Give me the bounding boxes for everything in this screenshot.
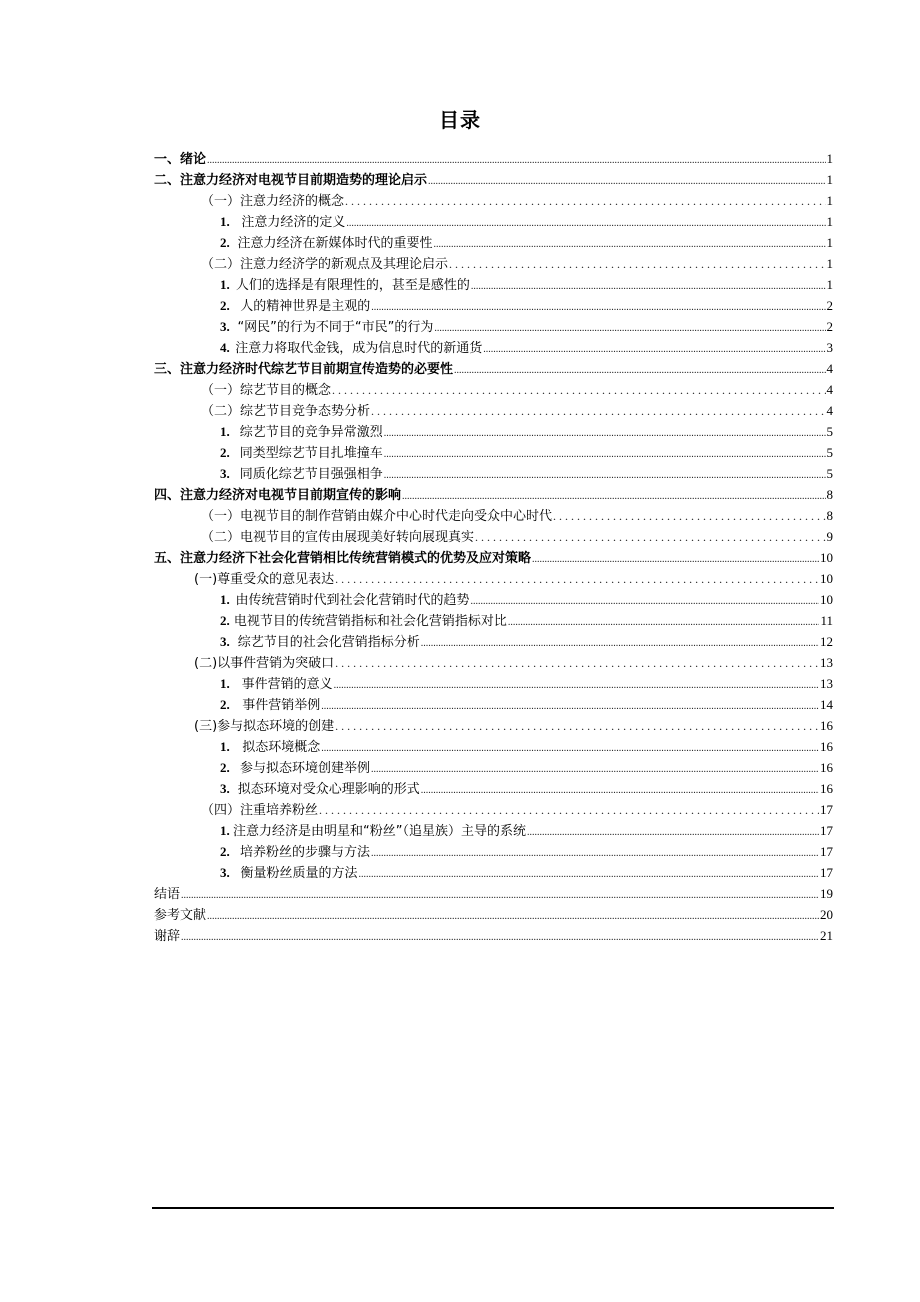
toc-dot-leader (345, 191, 825, 212)
toc-entry-title: （二）电视节目的宣传由展现美好转向展现真实 (201, 530, 475, 545)
toc-dot-leader (428, 171, 825, 192)
toc-entry-title: 综艺节目的社会化营销指标分析 (237, 635, 420, 650)
toc-entry-title: 参考文献 (154, 908, 207, 923)
toc-entry[interactable] (154, 400, 833, 421)
toc-entry[interactable] (154, 820, 833, 841)
toc-dot-leader (475, 527, 825, 548)
toc-entry-title: (二)以事件营销为突破口 (194, 656, 335, 671)
toc-entry-page-number: 5 (826, 466, 833, 481)
toc-entry[interactable] (154, 652, 833, 673)
toc-entry-number: 1. (220, 676, 230, 691)
page-title: 目录 (439, 108, 481, 132)
toc-entry-title: 二、注意力经济对电视节目前期造势的理论启示 (154, 173, 428, 188)
toc-entry-page-number: 8 (826, 508, 833, 523)
toc-entry[interactable] (154, 757, 833, 778)
toc-entry-page-number: 10 (820, 592, 833, 607)
toc-entry-number: 1. (220, 592, 230, 607)
toc-entry-title: 电视节目的传统营销指标和社会化营销指标对比 (233, 614, 507, 629)
toc-entry-page-number: 5 (826, 445, 833, 460)
toc-dot-leader (527, 822, 819, 843)
toc-entry-title: （一）电视节目的制作营销由媒介中心时代走向受众中心时代 (201, 509, 553, 524)
toc-entry-page-number: 4 (826, 382, 833, 397)
toc-dot-leader (508, 612, 820, 633)
toc-entry-number: 1. (220, 214, 230, 229)
toc-entry[interactable] (154, 295, 833, 316)
toc-entry-page-number: 14 (820, 697, 833, 712)
toc-entry-title: 拟态环境概念 (242, 740, 321, 755)
toc-entry[interactable] (154, 841, 833, 862)
toc-entry[interactable] (154, 589, 833, 610)
toc-entry-number: 2. (220, 298, 230, 313)
toc-entry-title: （一）综艺节目的概念 (201, 383, 332, 398)
toc-entry-page-number: 1 (826, 151, 833, 166)
toc-entry-page-number: 21 (820, 928, 833, 943)
toc-entry[interactable] (154, 547, 833, 568)
toc-entry-page-number: 11 (820, 613, 833, 628)
toc-entry-title: 拟态环境对受众心理影响的形式 (237, 782, 420, 797)
toc-entry[interactable] (154, 799, 833, 820)
toc-dot-leader (181, 927, 819, 948)
toc-entry-page-number: 16 (820, 739, 833, 754)
toc-dot-leader (335, 716, 819, 737)
toc-entry[interactable] (154, 631, 833, 652)
toc-entry[interactable] (154, 337, 833, 358)
toc-entry-page-number: 1 (826, 193, 833, 208)
toc-entry-title: （二）综艺节目竞争态势分析 (201, 404, 371, 419)
toc-entry-title: 培养粉丝的步骤与方法 (239, 845, 370, 860)
toc-entry-page-number: 16 (820, 781, 833, 796)
toc-entry-page-number: 2 (826, 319, 833, 334)
toc-entry-page-number: 17 (820, 844, 833, 859)
toc-entry[interactable] (154, 610, 833, 631)
toc-dot-leader (321, 696, 819, 717)
toc-entry[interactable] (154, 862, 833, 883)
toc-entry[interactable] (154, 904, 833, 925)
toc-entry-number: 2. (220, 445, 230, 460)
toc-entry-number: 3. (220, 634, 230, 649)
toc-entry-page-number: 1 (826, 256, 833, 271)
toc-entry-number: 1. (220, 424, 230, 439)
toc-entry-page-number: 8 (826, 487, 833, 502)
toc-entry-page-number: 9 (826, 529, 833, 544)
toc-entry-number: 4. (220, 340, 230, 355)
toc-dot-leader (371, 401, 825, 422)
toc-entry-number: 2. (220, 760, 230, 775)
toc-entry[interactable] (154, 715, 833, 736)
toc-entry[interactable] (154, 316, 833, 337)
toc-dot-leader (532, 549, 819, 570)
toc-entry[interactable] (154, 694, 833, 715)
toc-entry[interactable] (154, 253, 833, 274)
toc-entry-title: “网民”的行为不同于“市民”的行为 (237, 320, 434, 335)
toc-dot-leader (384, 444, 826, 465)
toc-dot-leader (207, 906, 819, 927)
toc-entry-title: 五、注意力经济下社会化营销相比传统营销模式的优势及应对策略 (154, 551, 532, 566)
toc-entry-page-number: 1 (826, 214, 833, 229)
toc-dot-leader (434, 234, 826, 255)
toc-entry[interactable] (154, 421, 833, 442)
toc-dot-leader (421, 780, 819, 801)
toc-entry-title: 人们的选择是有限理性的，甚至是感性的 (235, 278, 470, 293)
toc-dot-leader (332, 380, 825, 401)
toc-entry-title: 同类型综艺节目扎堆撞车 (239, 446, 383, 461)
toc-entry-title: 一、绪论 (154, 152, 207, 167)
toc-dot-leader (181, 885, 819, 906)
toc-dot-leader (449, 254, 825, 275)
toc-entry-number: 2. (220, 613, 230, 628)
toc-dot-leader (371, 759, 819, 780)
toc-entry[interactable] (154, 379, 833, 400)
toc-dot-leader (421, 633, 819, 654)
toc-entry-number: 3. (220, 781, 230, 796)
toc-entry[interactable] (154, 358, 833, 379)
toc-entry-title: 由传统营销时代到社会化营销时代的趋势 (235, 593, 470, 608)
toc-entry-title: (三)参与拟态环境的创建 (194, 719, 335, 734)
toc-entry[interactable] (154, 526, 833, 547)
toc-entry[interactable] (154, 442, 833, 463)
toc-entry-page-number: 3 (826, 340, 833, 355)
toc-dot-leader (434, 318, 825, 339)
toc-entry-page-number: 1 (826, 235, 833, 250)
toc-entry-title: 谢辞 (154, 929, 181, 944)
toc-dot-leader (371, 297, 825, 318)
toc-dot-leader (334, 675, 819, 696)
toc-dot-leader (335, 653, 819, 674)
toc-entry-page-number: 17 (820, 865, 833, 880)
toc-entry[interactable] (154, 148, 833, 169)
toc-entry-number: 2. (220, 844, 230, 859)
toc-entry[interactable] (154, 925, 833, 946)
toc-dot-leader (483, 339, 825, 360)
toc-dot-leader (454, 360, 825, 381)
toc-entry-page-number: 20 (820, 907, 833, 922)
toc-entry-title: （一）注意力经济的概念 (201, 194, 345, 209)
toc-dot-leader (471, 276, 826, 297)
toc-entry-page-number: 2 (826, 298, 833, 313)
toc-entry-page-number: 12 (820, 634, 833, 649)
toc-dot-leader (384, 465, 826, 486)
toc-entry-title: 事件营销举例 (242, 698, 321, 713)
toc-entry-number: 2. (220, 697, 230, 712)
toc-entry-title: 结语 (154, 887, 181, 902)
toc-dot-leader (384, 423, 826, 444)
toc-entry[interactable] (154, 568, 833, 589)
toc-dot-leader (471, 591, 819, 612)
toc-dot-leader (371, 843, 819, 864)
toc-entry-title: (一)尊重受众的意见表达 (194, 572, 335, 587)
toc-entry-page-number: 5 (826, 424, 833, 439)
toc-entry[interactable] (154, 169, 833, 190)
toc-entry-number: 2. (220, 235, 230, 250)
toc-entry[interactable] (154, 505, 833, 526)
toc-entry-page-number: 13 (820, 676, 833, 691)
toc-dot-leader (346, 213, 825, 234)
toc-entry[interactable] (154, 484, 833, 505)
toc-entry[interactable] (154, 232, 833, 253)
toc-entry[interactable] (154, 883, 833, 904)
toc-entry-page-number: 1 (826, 277, 833, 292)
toc-entry[interactable] (154, 211, 833, 232)
toc-entry[interactable] (154, 736, 833, 757)
toc-entry[interactable] (154, 673, 833, 694)
toc-entry-page-number: 10 (820, 571, 833, 586)
toc-dot-leader (207, 150, 825, 171)
toc-dot-leader (335, 569, 819, 590)
toc-entry-number: 1. (220, 739, 230, 754)
toc-dot-leader (402, 486, 825, 507)
toc-entry-page-number: 17 (820, 802, 833, 817)
toc-dot-leader (319, 800, 819, 821)
toc-entry-title: （四）注重培养粉丝 (201, 803, 319, 818)
toc-dot-leader (359, 864, 819, 885)
toc-entry-title: 参与拟态环境创建举例 (239, 761, 370, 776)
toc-dot-leader (321, 738, 819, 759)
toc-entry-title: 注意力将取代金钱，成为信息时代的新通货 (235, 341, 483, 356)
toc-entry-number: 1. (220, 277, 230, 292)
toc-entry-title: 综艺节目的竞争异常激烈 (239, 425, 383, 440)
toc-entry-title: 同质化综艺节目强强相争 (239, 467, 383, 482)
toc-entry[interactable] (154, 778, 833, 799)
toc-entry[interactable] (154, 274, 833, 295)
footer-rule (152, 1207, 834, 1209)
toc-entry-title: 三、注意力经济时代综艺节目前期宣传造势的必要性 (154, 362, 454, 377)
toc-entry-title: 事件营销的意义 (241, 677, 333, 692)
toc-entry-page-number: 13 (820, 655, 833, 670)
toc-entry-number: 1. (220, 823, 230, 838)
toc-entry-number: 3. (220, 466, 230, 481)
toc-entry-page-number: 10 (820, 550, 833, 565)
toc-entry-title: 注意力经济是由明星和“粉丝”（追星族）主导的系统 (233, 824, 526, 839)
toc-entry-page-number: 4 (826, 361, 833, 376)
toc-dot-leader (553, 506, 825, 527)
toc-entry-title: 注意力经济在新媒体时代的重要性 (237, 236, 433, 251)
toc-entry-title: 四、注意力经济对电视节目前期宣传的影响 (154, 488, 402, 503)
toc-entry-page-number: 19 (820, 886, 833, 901)
toc-entry-number: 3. (220, 319, 230, 334)
toc-entry-page-number: 16 (820, 760, 833, 775)
toc-entry-page-number: 4 (826, 403, 833, 418)
toc-entry-title: 人的精神世界是主观的 (240, 299, 371, 314)
toc-entry[interactable] (154, 190, 833, 211)
toc-entry-title: 衡量粉丝质量的方法 (240, 866, 358, 881)
toc-entry-number: 3. (220, 865, 230, 880)
toc-entry-title: 注意力经济的定义 (241, 215, 346, 230)
toc-entry-page-number: 1 (826, 172, 833, 187)
toc-entry-page-number: 16 (820, 718, 833, 733)
toc-entry-title: （二）注意力经济学的新观点及其理论启示 (201, 257, 449, 272)
toc-entry-page-number: 17 (820, 823, 833, 838)
table-of-contents (154, 148, 833, 946)
toc-entry[interactable] (154, 463, 833, 484)
